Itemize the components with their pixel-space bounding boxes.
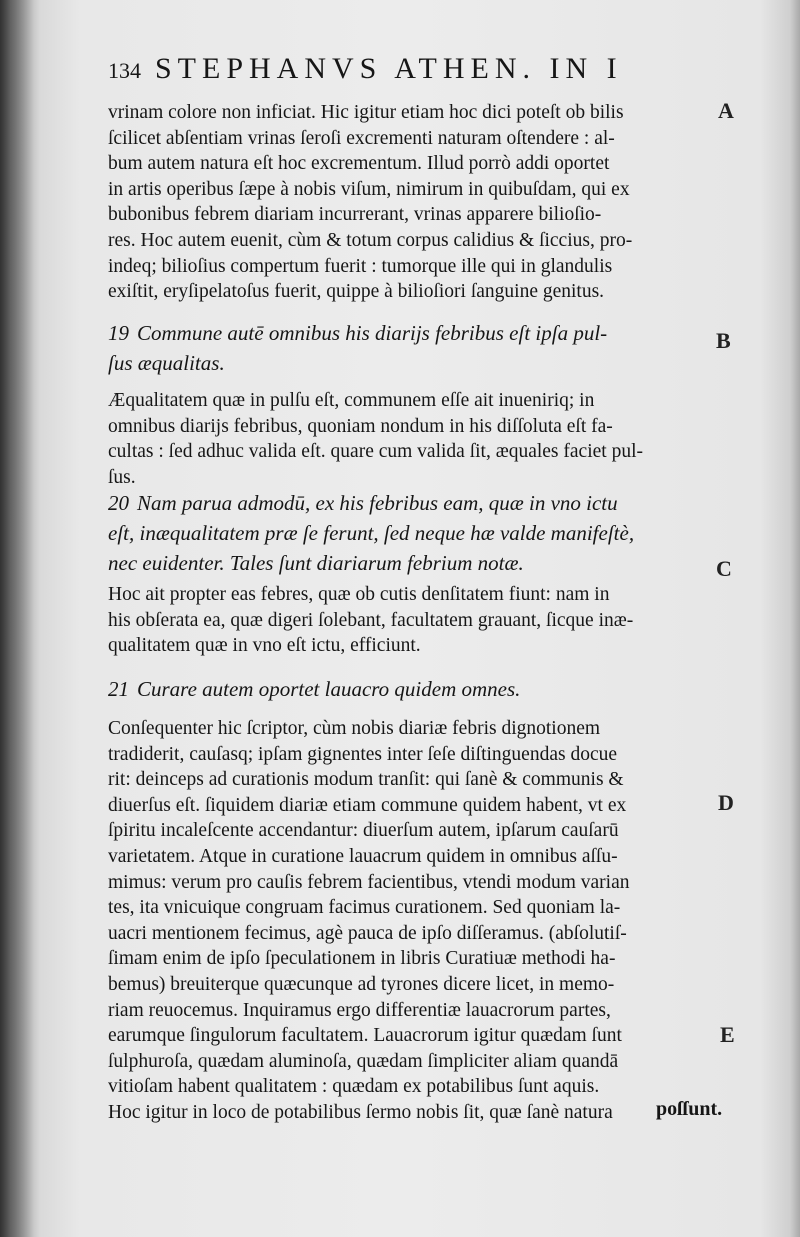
text-line: qualitatem quæ in vno eſt ictu, efficiunt. (108, 635, 421, 657)
running-title: STEPHANVS ATHEN. IN I (155, 52, 623, 85)
lemma-19 (108, 318, 708, 378)
lemma-number: 20 (108, 491, 129, 515)
text-line: uacri mentionem fecimus, agè pauca de ipſo diſſeramus. (abſolutiſ- (108, 922, 627, 944)
text-line: Hoc igitur in loco de potabilibus ſermo nobis ſit, quæ ſanè natura (108, 1101, 613, 1123)
lemma-line (108, 674, 708, 704)
text-line: earumque ſingulorum facultatem. Lauacrorum igitur quædam ſunt (108, 1025, 622, 1047)
text-line: bemus) breuiterque quæcunque ad tyrones dicere licet, in memo- (108, 973, 615, 995)
text-line: cultas : ſed adhuc valida eſt. quare cum valida ſit, æquales faciet pul- (108, 441, 643, 463)
text-line: ſpiritu incaleſcente accendantur: diuerſum autem, ipſarum cauſarū (108, 820, 619, 842)
text-line: bubonibus febrem diariam incurrerant, vrinas apparere bilioſio- (108, 204, 602, 226)
paragraph-2 (108, 388, 708, 490)
lemma-text: Nam parua admodū, ex his febribus eam, quæ in vno ictu (137, 491, 618, 515)
lemma-line: eſt, inæqualitatem præ ſe ferunt, ſed neque hæ valde manifeſtè, (108, 521, 635, 545)
text-line: vrinam colore non inficiat. Hic igitur etiam hoc dici poteſt ob bilis (108, 102, 624, 123)
lemma-20 (108, 488, 708, 578)
text-line: diuerſus eſt. ſiquidem diariæ etiam commune quidem habent, vt ex (108, 794, 627, 816)
margin-letter-c: C (716, 556, 732, 581)
text-line: tes, ita vnicuique congruam facimus curationem. Sed quoniam la- (108, 897, 621, 919)
lemma-line (108, 318, 708, 348)
lemma-line: nec euidenter. Tales ſunt diariarum febrium notæ. (108, 551, 524, 575)
lemma-line (108, 488, 708, 518)
lemma-number: 21 (108, 677, 129, 701)
page-gutter-shadow (0, 0, 34, 1237)
text-line: varietatem. Atque in curatione lauacrum quidem in omnibus aſſu- (108, 845, 618, 867)
margin-letter-b: B (716, 328, 731, 353)
text-line: vitioſam habent qualitatem : quædam ex potabilibus ſunt aquis. (108, 1076, 600, 1098)
lemma-line: ſus æqualitas. (108, 351, 225, 375)
text-line: indeq; bilioſius compertum fuerit : tumorque ille qui in glandulis (108, 255, 613, 277)
paragraph-4 (108, 716, 708, 1126)
text-line: ſulphuroſa, quædam aluminoſa, quædam ſimpliciter aliam quandā (108, 1050, 619, 1072)
text-line: rit: deinceps ad curationis modum tranſit: qui ſanè & communis & (108, 769, 624, 791)
text-line: res. Hoc autem euenit, cùm & totum corpus calidius & ſiccius, pro- (108, 229, 633, 251)
margin-letter-e: E (720, 1022, 735, 1047)
lemma-21 (108, 674, 708, 704)
page-header (108, 52, 668, 92)
paragraph-3 (108, 582, 708, 659)
text-line: Hoc ait propter eas febres, quæ ob cutis denſitatem fiunt: nam in (108, 584, 610, 605)
text-line: in artis operibus ſæpe à nobis viſum, nimirum in quibuſdam, qui ex (108, 178, 630, 200)
margin-letter-a: A (718, 98, 734, 123)
text-line: Conſequenter hic ſcriptor, cùm nobis diariæ febris dignotionem (108, 718, 601, 739)
text-line: mimus: verum pro cauſis febrem facientibus, vtendi modum varian (108, 871, 630, 893)
text-line: his obſerata ea, quæ digeri ſolebant, facultatem grauant, ſicque inæ- (108, 609, 634, 631)
text-line: tradiderit, cauſasq; ipſam gignentes inter ſeſe diſtinguendas docue (108, 743, 618, 765)
text-line: ſus. (108, 466, 136, 488)
text-line: riam reuocemus. Inquiramus ergo differentiæ lauacrorum partes, (108, 999, 611, 1021)
text-line: bum autem natura eſt hoc excrementum. Illud porrò addi oportet (108, 153, 610, 175)
catchword: poſſunt. (656, 1098, 723, 1120)
lemma-text: Curare autem oportet lauacro quidem omnes. (137, 677, 521, 701)
text-line: Æqualitatem quæ in pulſu eſt, communem eſſe ait inueniriq; in (108, 390, 595, 411)
lemma-number: 19 (108, 321, 129, 345)
lemma-text: Commune autē omnibus his diarijs febribus eſt ipſa pul- (137, 321, 608, 345)
text-line: exiſtit, eryſipelatoſus fuerit, quippe à bilioſiori ſanguine genitus. (108, 281, 605, 303)
text-line: ſcilicet abſentiam vrinas ſeroſi excrementi naturam oſtendere : al- (108, 127, 615, 149)
text-line: omnibus diarijs febribus, quoniam nondum in his diſſoluta eſt fa- (108, 415, 613, 437)
page-number: 134 (108, 58, 141, 83)
margin-letter-d: D (718, 790, 734, 815)
text-line: ſimam enim de ipſo ſpeculationem in libris Curatiuæ methodi ha- (108, 948, 616, 970)
paragraph-1 (108, 100, 708, 305)
